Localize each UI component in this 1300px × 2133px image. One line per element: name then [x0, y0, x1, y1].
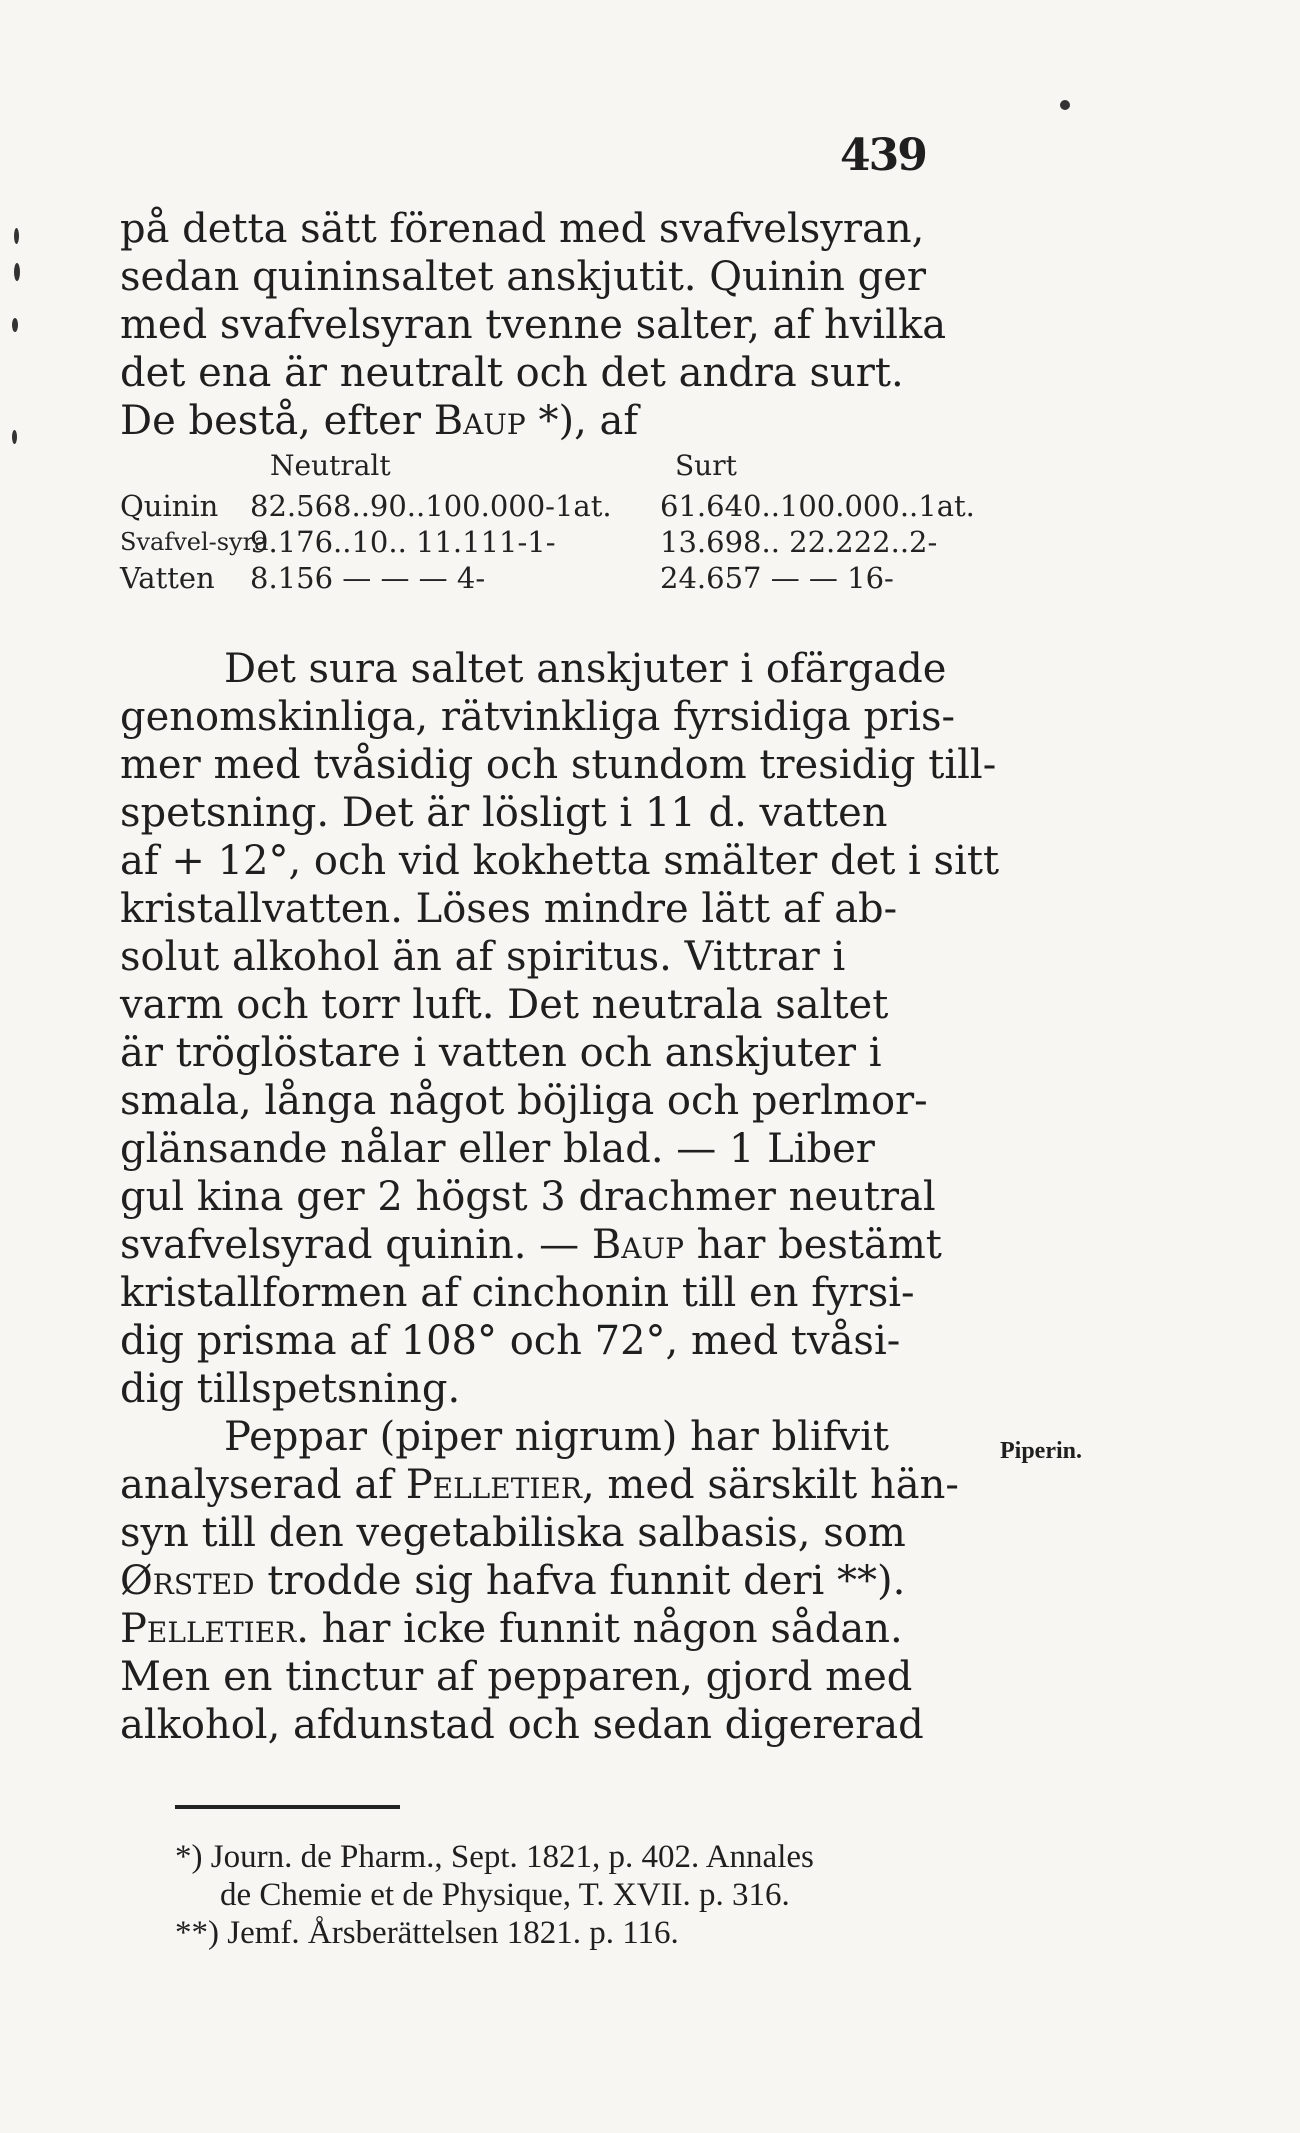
scan-speck	[14, 228, 19, 244]
table-row	[120, 560, 1000, 596]
text-line: är tröglöstare i vatten och anskjuter i	[120, 1030, 882, 1076]
text-line: Peppar (piper nigrum) har blifvit	[224, 1414, 889, 1460]
composition-table	[120, 448, 1000, 596]
table-header	[120, 448, 1000, 488]
acid-value: 13.698.. 22.222..2-	[660, 525, 938, 559]
text-line: analyserad af Pelletier, med särskilt hän-	[120, 1462, 959, 1508]
author-name: Baup	[591, 1222, 684, 1268]
author-name: Pelletier	[405, 1462, 582, 1508]
row-label: Vatten	[120, 561, 215, 595]
page-number: 439	[840, 130, 926, 181]
text-line: dig tillspetsning.	[120, 1366, 461, 1412]
text-line: solut alkohol än af spiritus. Vittrar i	[120, 934, 846, 980]
text-line: sedan quininsaltet anskjutit. Quinin ger	[120, 254, 926, 300]
text-line: genomskinliga, rätvinkliga fyrsidiga pris-	[120, 694, 955, 740]
text-line: af + 12°, och vid kokhetta smälter det i sitt	[120, 838, 1000, 884]
text-line: kristallvatten. Löses mindre lätt af ab-	[120, 886, 898, 932]
neutral-value: 82.568..90..100.000-1at.	[250, 489, 612, 523]
neutral-value: 9.176..10.. 11.111-1-	[250, 525, 556, 559]
text-line: svafvelsyrad quinin. — Baup har bestämt	[120, 1222, 942, 1268]
text-line: varm och torr luft. Det neutrala saltet	[120, 982, 889, 1028]
text-line: Det sura saltet anskjuter i ofärgade	[224, 646, 947, 692]
text-line: dig prisma af 108° och 72°, med tvåsi-	[120, 1318, 901, 1364]
footnote-continuation: de Chemie et de Physique, T. XVII. p. 316.	[220, 1877, 790, 1913]
author-name: Baup	[433, 398, 526, 444]
footnote-rule	[175, 1805, 400, 1809]
text-line: Men en tinctur af pepparen, gjord med	[120, 1654, 913, 1700]
text-line: Pelletier. har icke funnit någon sådan.	[120, 1606, 903, 1652]
text-line: smala, långa något böjliga och perlmor-	[120, 1078, 928, 1124]
text-line: alkohol, afdunstad och sedan digererad	[120, 1702, 924, 1748]
neutral-value: 8.156 — — — 4-	[250, 561, 486, 595]
header-acid: Surt	[675, 449, 737, 482]
text-line: glänsande nålar eller blad. — 1 Liber	[120, 1126, 875, 1172]
text-line: spetsning. Det är lösligt i 11 d. vatten	[120, 790, 888, 836]
margin-note: Piperin.	[1000, 1438, 1082, 1464]
footnote: **) Jemf. Årsberättelsen 1821. p. 116.	[175, 1915, 679, 1951]
acid-value: 61.640..100.000..1at.	[660, 489, 975, 523]
text-line: det ena är neutralt och det andra surt.	[120, 350, 904, 396]
header-neutral: Neutralt	[270, 449, 391, 482]
text-line: med svafvelsyran tvenne salter, af hvilka	[120, 302, 947, 348]
text-line: på detta sätt förenad med svafvelsyran,	[120, 206, 925, 252]
scan-speck	[12, 318, 18, 332]
author-name: Pelletier.	[120, 1606, 309, 1652]
text-line: kristallformen af cinchonin till en fyrsi-	[120, 1270, 915, 1316]
paragraph-2	[120, 645, 1000, 1413]
footnotes	[175, 1838, 1015, 1952]
scan-speck	[14, 263, 20, 281]
paragraph-3	[120, 1413, 990, 1749]
row-label: Quinin	[120, 489, 219, 523]
table-row	[120, 524, 1000, 560]
author-name: Ørsted	[120, 1558, 255, 1604]
row-label: Svafvel-syra	[120, 528, 269, 556]
paragraph-1	[120, 205, 990, 445]
footnote: *) Journ. de Pharm., Sept. 1821, p. 402. Annales	[175, 1839, 814, 1875]
text-line: mer med tvåsidig och stundom tresidig till-	[120, 742, 997, 788]
text-line: gul kina ger 2 högst 3 drachmer neutral	[120, 1174, 936, 1220]
scan-speck	[1060, 100, 1070, 110]
text-line: De bestå, efter Baup *), af	[120, 398, 639, 444]
scan-speck	[12, 430, 17, 444]
text-line: Ørsted trodde sig hafva funnit deri **).	[120, 1558, 906, 1604]
text-line: syn till den vegetabiliska salbasis, som	[120, 1510, 906, 1556]
table-row	[120, 488, 1000, 524]
acid-value: 24.657 — — 16-	[660, 561, 894, 595]
